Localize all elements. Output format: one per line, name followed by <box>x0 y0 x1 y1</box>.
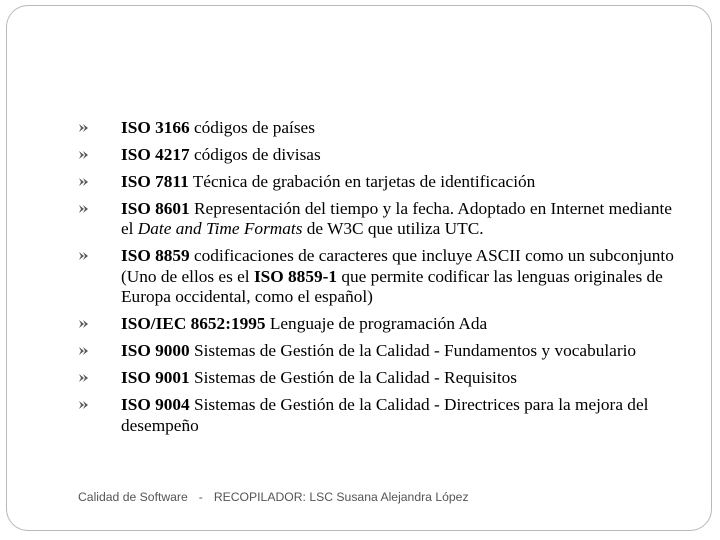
bullet-icon <box>78 203 90 215</box>
iso-code: ISO 4217 <box>121 144 190 164</box>
iso-code: ISO 9000 <box>121 341 190 361</box>
iso-description: Lenguaje de programación Ada <box>265 314 488 334</box>
bullet-icon <box>78 122 90 134</box>
iso-description: Sistemas de Gestión de la Calidad - Fundamentos y vocabulario <box>189 341 637 361</box>
footer-separator: - <box>198 490 203 504</box>
bullet-icon <box>78 399 90 411</box>
list-item <box>78 172 688 193</box>
iso-description-tail: que permite codificar las lenguas originales de Europa occidental, como el español) <box>121 266 663 307</box>
bullet-icon <box>78 372 90 384</box>
iso-code: ISO 9004 <box>121 394 190 414</box>
list-item <box>78 118 688 139</box>
bullet-icon <box>78 318 90 330</box>
iso-code: ISO 8859 <box>121 246 190 266</box>
footer-course: Calidad de Software <box>78 490 188 504</box>
list-item <box>78 314 688 335</box>
bullet-icon <box>78 149 90 161</box>
bullet-icon <box>78 250 90 262</box>
iso-code: ISO 8601 <box>121 198 190 218</box>
iso-description: códigos de divisas <box>189 144 321 164</box>
iso-description: códigos de países <box>189 118 315 137</box>
iso-description: Sistemas de Gestión de la Calidad - Requisitos <box>189 368 518 388</box>
footer-author: RECOPILADOR: LSC Susana Alejandra López <box>213 490 469 504</box>
iso-code: ISO 7811 <box>121 171 189 191</box>
iso-description: Sistemas de Gestión de la Calidad - Directrices para la mejora del desempeño <box>121 394 649 435</box>
iso-description: codificaciones de caracteres que incluye ASCII como un subconjunto (Uno de ellos es el <box>121 246 674 286</box>
list-item <box>78 145 688 166</box>
list-item <box>78 246 688 308</box>
list-item <box>78 368 688 389</box>
list-item <box>78 395 688 436</box>
iso-code: ISO 3166 <box>121 118 190 137</box>
list-item <box>78 199 688 240</box>
iso-description: Técnica de grabación en tarjetas de identificación <box>188 171 536 191</box>
bullet-icon <box>78 176 90 188</box>
iso-code: ISO 9001 <box>121 368 190 388</box>
iso-description: Representación del tiempo y la fecha. Adoptado en Internet mediante el <box>121 198 672 239</box>
list-item <box>78 341 688 362</box>
iso-standards-list <box>78 118 688 442</box>
bullet-icon <box>78 345 90 357</box>
slide-footer <box>78 489 528 506</box>
emphasized-title: Date and Time Formats <box>137 219 303 239</box>
iso-code: ISO/IEC 8652:1995 <box>121 314 266 334</box>
iso-description-tail: de W3C que utiliza UTC. <box>302 219 484 239</box>
iso-subcode: ISO 8859-1 <box>253 266 337 286</box>
